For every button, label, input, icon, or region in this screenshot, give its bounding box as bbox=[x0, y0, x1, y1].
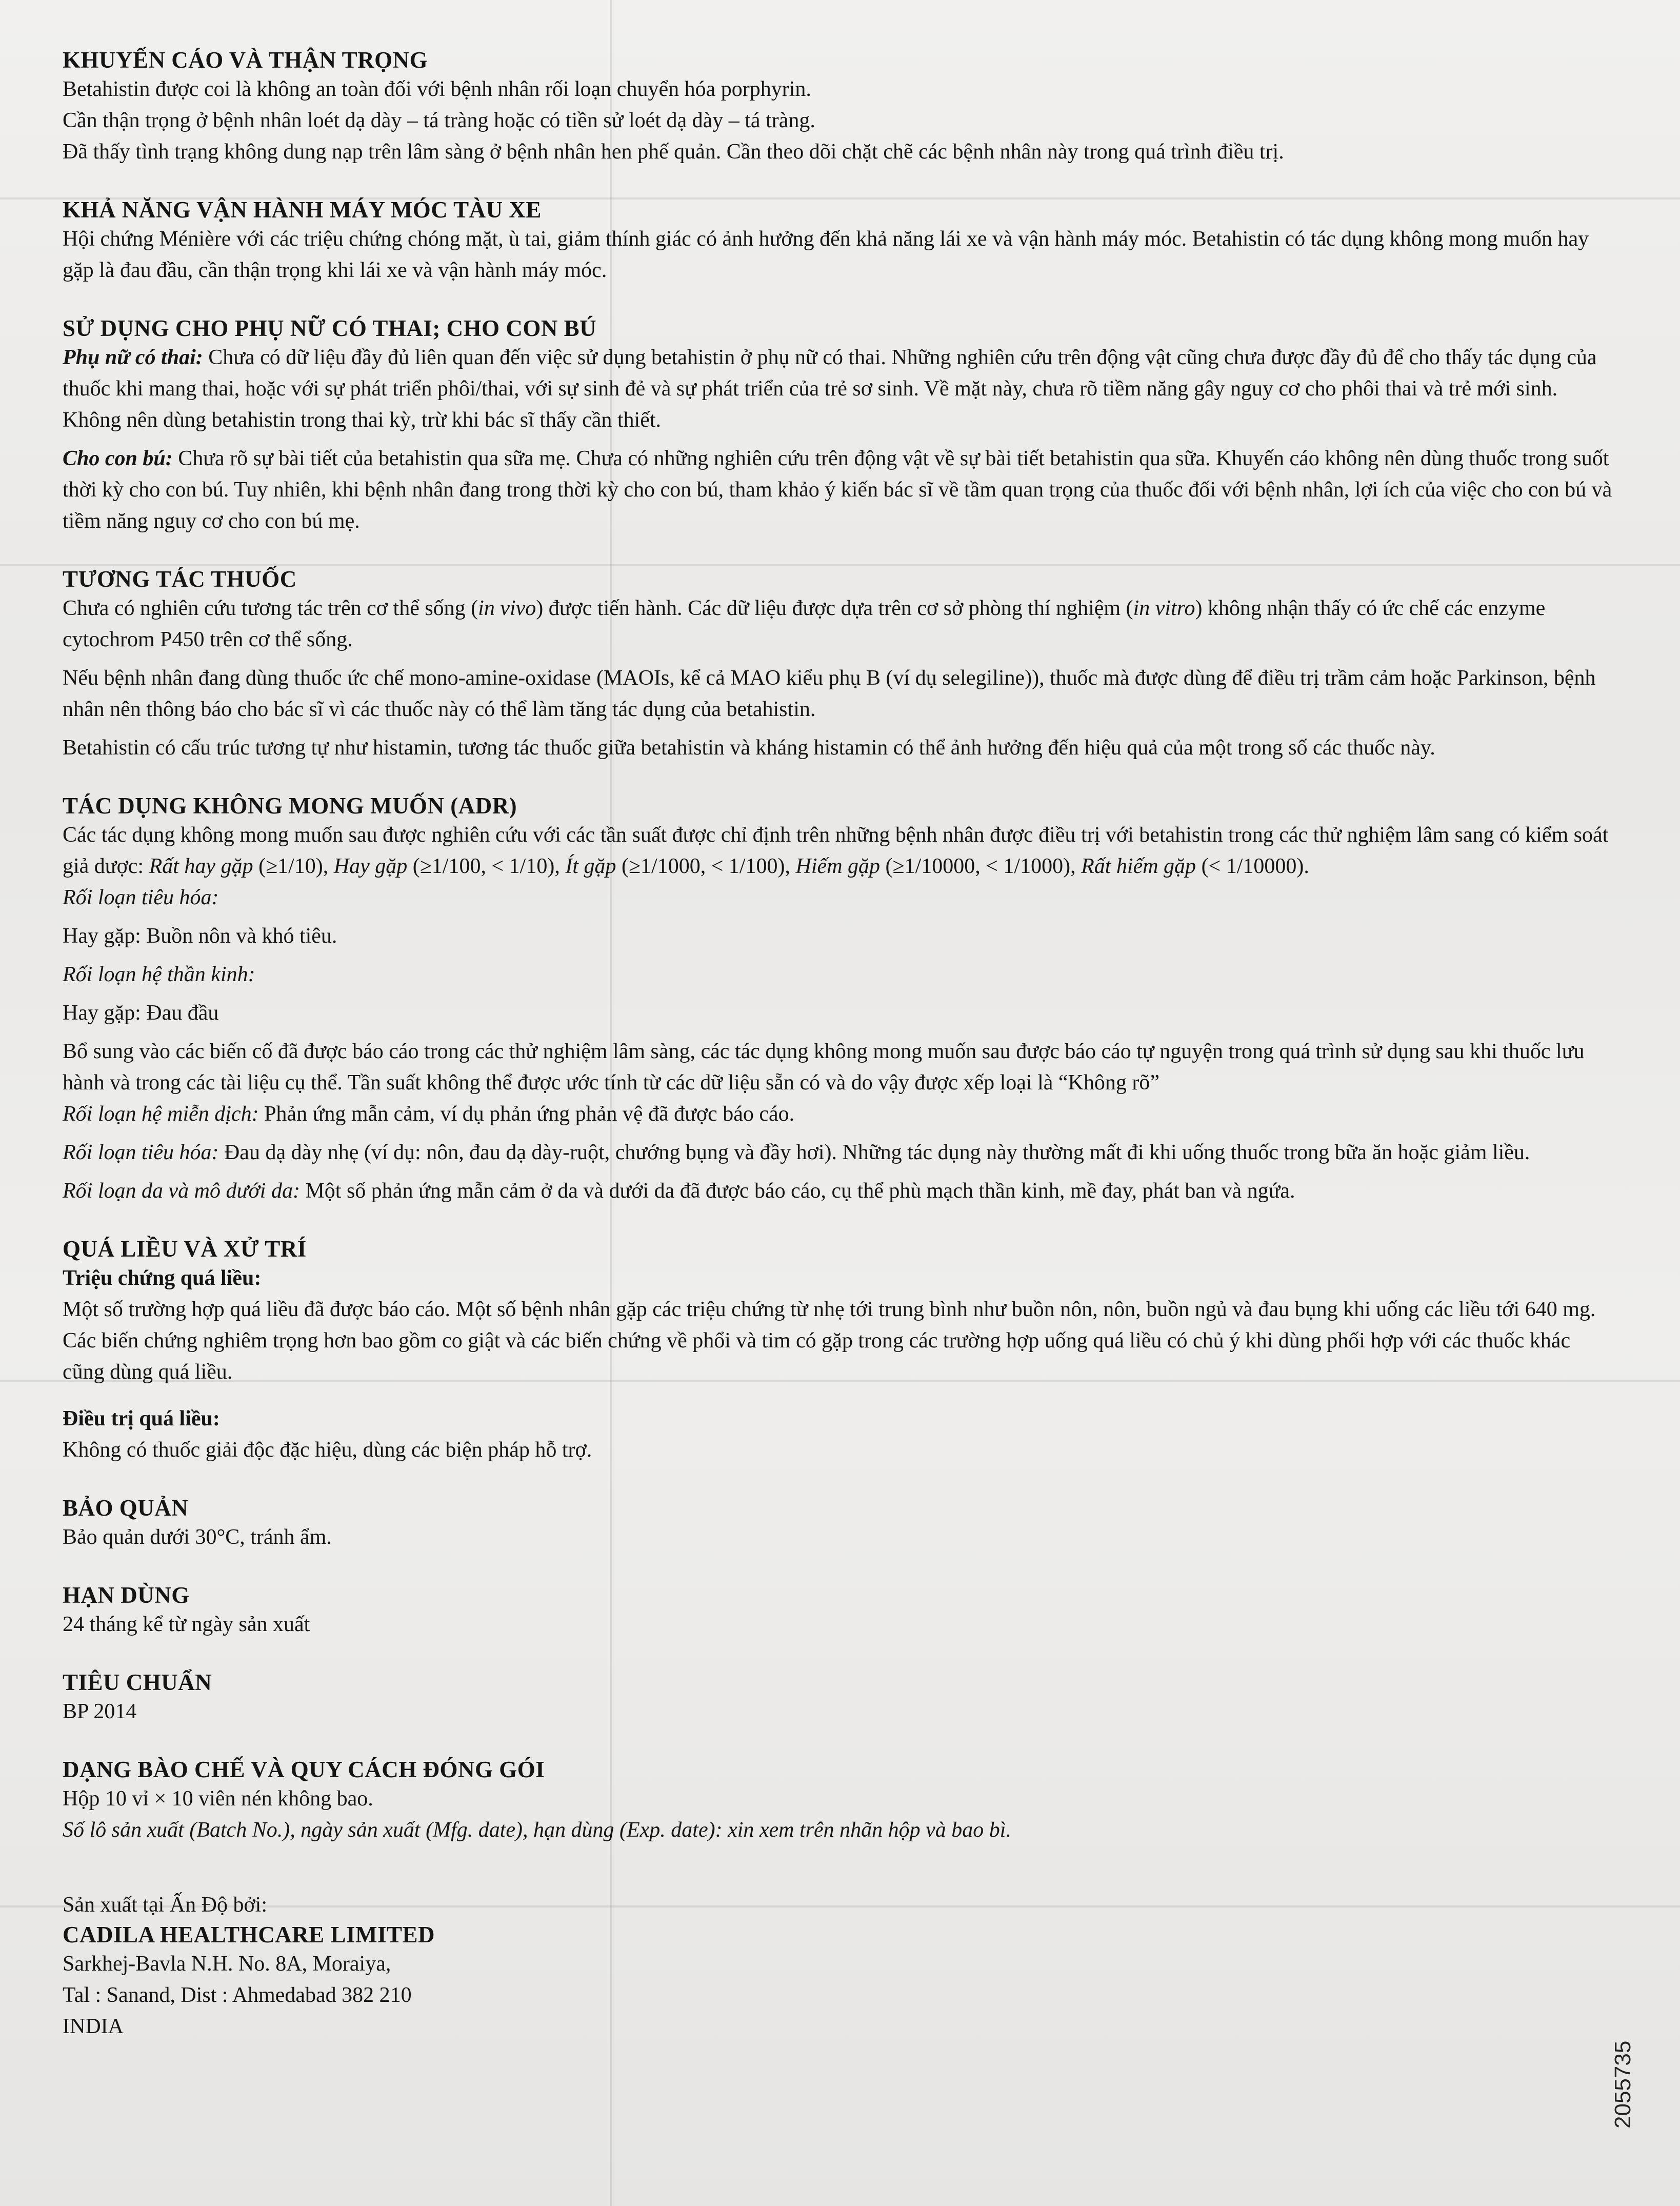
company-name: CADILA HEALTHCARE LIMITED bbox=[63, 1922, 435, 1947]
nursing-text: Chưa rõ sự bài tiết của betahistin qua sữa mẹ. Chưa có những nghiên cứu trên động vật về sự bài tiết betahistin qua sữa. Khuyến cáo không nên dùng thuốc trong suốt thời kỳ cho con bú. Tuy nhiên, khi bệnh nhân đang trong thời kỳ cho con bú, tham khảo ý kiến bác sĩ về tầm quan trọng của thuốc đối với bệnh nhân, lợi ích của việc cho con bú và tiềm năng nguy cơ cho con bú mẹ. bbox=[63, 447, 1612, 533]
pregnant-text: Chưa có dữ liệu đầy đủ liên quan đến việc sử dụng betahistin ở phụ nữ có thai. Những nghiên cứu trên động vật cũng chưa được đầy đủ để cho thấy tác dụng của thuốc khi mang thai, hoặc với sự phát triển phôi/thai, với sự sinh đẻ và sự phát triển của trẻ sơ sinh. Về mặt này, chưa rõ tiềm năng gây nguy cơ cho phôi thai và trẻ mới sinh. Không nên dùng betahistin trong thai kỳ, trừ khi bác sĩ thấy cần thiết. bbox=[63, 346, 1597, 432]
address-line: Sarkhej-Bavla N.H. No. 8A, Moraiya, bbox=[63, 1952, 391, 1976]
section-title: QUÁ LIỀU VÀ XỬ TRÍ bbox=[63, 1236, 307, 1262]
text-run: (≥1/100, < 1/10), bbox=[407, 854, 566, 878]
subheading: Rối loạn tiêu hóa: bbox=[63, 886, 219, 909]
section-storage bbox=[63, 1494, 1616, 1553]
paragraph: Nếu bệnh nhân đang dùng thuốc ức chế mono-amine-oxidase (MAOIs, kể cả MAO kiểu phụ B (ví dụ selegiline)), thuốc mà được dùng để điều trị trầm cảm hoặc Parkinson, bệnh nhân nên thông báo cho bác sĩ vì các thuốc này có thể làm tăng tác dụng của betahistin. bbox=[63, 666, 1596, 721]
text-run: (< 1/10000). bbox=[1196, 854, 1309, 878]
country: INDIA bbox=[63, 2015, 124, 2038]
paragraph bbox=[63, 820, 1616, 882]
text-run: Chưa có nghiên cứu tương tác trên cơ thể sống ( bbox=[63, 597, 478, 620]
paragraph: Hội chứng Ménière với các triệu chứng chóng mặt, ù tai, giảm thính giác có ảnh hưởng đến khả năng lái xe và vận hành máy móc. Betahistin có tác dụng không mong muốn hay gặp là đau đầu, cần thận trọng khi lái xe và vận hành máy móc. bbox=[63, 227, 1589, 282]
section-packaging bbox=[63, 1756, 1616, 1846]
text-run: (≥1/10), bbox=[253, 854, 334, 878]
text-run: (≥1/1000, < 1/100), bbox=[616, 854, 796, 878]
text-run: Phản ứng mẫn cảm, ví dụ phản ứng phản vệ đã được báo cáo. bbox=[258, 1102, 795, 1126]
section-title: KHẢ NĂNG VẬN HÀNH MÁY MÓC TÀU XE bbox=[63, 197, 542, 223]
paragraph: Cần thận trọng ở bệnh nhân loét dạ dày – tá tràng hoặc có tiền sử loét dạ dày – tá tràng. bbox=[63, 109, 815, 132]
paragraph: Không có thuốc giải độc đặc hiệu, dùng các biện pháp hỗ trợ. bbox=[63, 1438, 592, 1462]
nursing-label: Cho con bú: bbox=[63, 447, 173, 470]
made-in-label: Sản xuất tại Ấn Độ bởi: bbox=[63, 1893, 267, 1917]
text-run: Một số phản ứng mẫn cảm ở da và dưới da đã được báo cáo, cụ thể phù mạch thần kinh, mề đay, phát ban và ngứa. bbox=[299, 1179, 1295, 1203]
paragraph: Một số trường hợp quá liều đã được báo cáo. Một số bệnh nhân gặp các triệu chứng từ nhẹ tới trung bình như buồn nôn, nôn, buồn ngủ và đau bụng khi uống các liều tới 640 mg. Các biến chứng nghiêm trọng hơn bao gồm co giật và các biến chứng về phổi và tim có gặp trong các trường hợp uống quá liều có chủ ý khi dùng phối hợp với các thuốc khác cũng dùng quá liều. bbox=[63, 1298, 1596, 1384]
section-title: DẠNG BÀO CHẾ VÀ QUY CÁCH ĐÓNG GÓI bbox=[63, 1757, 545, 1782]
text-run: ) được tiến hành. Các dữ liệu được dựa trên cơ sở phòng thí nghiệm ( bbox=[536, 597, 1133, 620]
section-title: TIÊU CHUẨN bbox=[63, 1670, 212, 1695]
text-run: Hiếm gặp bbox=[795, 854, 881, 878]
text-run: in vitro bbox=[1133, 597, 1195, 620]
paragraph bbox=[63, 1176, 1616, 1207]
text-run: Rối loạn tiêu hóa: bbox=[63, 1141, 219, 1164]
address-line: Tal : Sanand, Dist : Ahmedabad 382 210 bbox=[63, 1983, 412, 2007]
paragraph: Hay gặp: Đau đầu bbox=[63, 1001, 219, 1025]
section-title: SỬ DỤNG CHO PHỤ NỮ CÓ THAI; CHO CON BÚ bbox=[63, 315, 597, 341]
text-run: Các tác dụng không mong muốn sau được nghiên cứu với các tần suất được chỉ định trên những bệnh nhân được điều trị với betahistin trong các thử nghiệm lâm sang có kiểm soát giả dược: bbox=[63, 823, 1609, 878]
paragraph bbox=[63, 1099, 1616, 1130]
document-code: 2055735 bbox=[1610, 2040, 1635, 2129]
paragraph: Bảo quản dưới 30°C, tránh ẩm. bbox=[63, 1525, 332, 1549]
text-run: Rất hiếm gặp bbox=[1081, 854, 1196, 878]
section-title: KHUYẾN CÁO VÀ THẬN TRỌNG bbox=[63, 47, 428, 73]
text-run: in vivo bbox=[478, 597, 536, 620]
section-title: HẠN DÙNG bbox=[63, 1582, 190, 1608]
section-pregnancy bbox=[63, 314, 1616, 537]
paragraph: Số lô sản xuất (Batch No.), ngày sản xuất (Mfg. date), hạn dùng (Exp. date): xin xem trên nhãn hộp và bao bì. bbox=[63, 1818, 1011, 1842]
section-title: TƯƠNG TÁC THUỐC bbox=[63, 566, 297, 592]
section-standard bbox=[63, 1668, 1616, 1727]
paragraph: Betahistin được coi là không an toàn đối với bệnh nhân rối loạn chuyển hóa porphyrin. bbox=[63, 77, 811, 101]
text-run: Rất hay gặp bbox=[149, 854, 253, 878]
paragraph: Đã thấy tình trạng không dung nạp trên lâm sàng ở bệnh nhân hen phế quản. Cần theo dõi chặt chẽ các bệnh nhân này trong quá trình điều trị. bbox=[63, 140, 1284, 164]
text-run: Đau dạ dày nhẹ (ví dụ: nôn, đau dạ dày-ruột, chướng bụng và đầy hơi). Những tác dụng này thường mất đi khi uống thuốc trong bữa ăn hoặc giảm liều. bbox=[218, 1141, 1530, 1164]
paragraph: BP 2014 bbox=[63, 1700, 137, 1723]
paragraph: 24 tháng kể từ ngày sản xuất bbox=[63, 1613, 310, 1636]
subheading: Triệu chứng quá liều: bbox=[63, 1266, 262, 1290]
paragraph bbox=[63, 593, 1616, 655]
paragraph bbox=[63, 342, 1616, 436]
section-driving bbox=[63, 196, 1616, 286]
section-title: BẢO QUẢN bbox=[63, 1495, 189, 1521]
text-run: ) không nhận thấy có ức chế các enzyme cytochrom P450 trên cơ thể sống. bbox=[63, 597, 1546, 651]
section-warnings bbox=[63, 46, 1616, 168]
section-title: TÁC DỤNG KHÔNG MONG MUỐN (ADR) bbox=[63, 793, 517, 819]
leaflet-content bbox=[63, 46, 1616, 2042]
paragraph: Bổ sung vào các biến cố đã được báo cáo trong các thử nghiệm lâm sàng, các tác dụng không mong muốn sau được báo cáo tự nguyện trong quá trình sử dụng sau khi thuốc lưu hành và trong các tài liệu cụ thể. Tần suất không thể được ước tính từ các dữ liệu sẵn có và do vậy được xếp loại là “Không rõ” bbox=[63, 1040, 1585, 1095]
text-run: Rối loạn da và mô dưới da: bbox=[63, 1179, 300, 1203]
text-run: Rối loạn hệ miễn dịch: bbox=[63, 1102, 259, 1126]
text-run: Hay gặp bbox=[333, 854, 408, 878]
section-overdose bbox=[63, 1235, 1616, 1466]
section-interactions bbox=[63, 565, 1616, 764]
subheading: Rối loạn hệ thần kinh: bbox=[63, 963, 255, 986]
text-run: (≥1/10000, < 1/1000), bbox=[880, 854, 1082, 878]
paragraph bbox=[63, 1137, 1616, 1168]
pregnant-label: Phụ nữ có thai: bbox=[63, 346, 203, 369]
paragraph: Hộp 10 vỉ × 10 viên nén không bao. bbox=[63, 1787, 373, 1811]
subheading: Điều trị quá liều: bbox=[63, 1407, 220, 1430]
paragraph: Hay gặp: Buồn nôn và khó tiêu. bbox=[63, 924, 337, 948]
text-run: Ít gặp bbox=[565, 854, 616, 878]
section-shelf-life bbox=[63, 1581, 1616, 1640]
paragraph: Betahistin có cấu trúc tương tự như histamin, tương tác thuốc giữa betahistin và kháng histamin có thể ảnh hưởng đến hiệu quả của một trong số các thuốc này. bbox=[63, 736, 1435, 760]
paragraph bbox=[63, 443, 1616, 537]
section-adverse-effects bbox=[63, 792, 1616, 1207]
manufacturer-block bbox=[63, 1890, 1616, 2042]
